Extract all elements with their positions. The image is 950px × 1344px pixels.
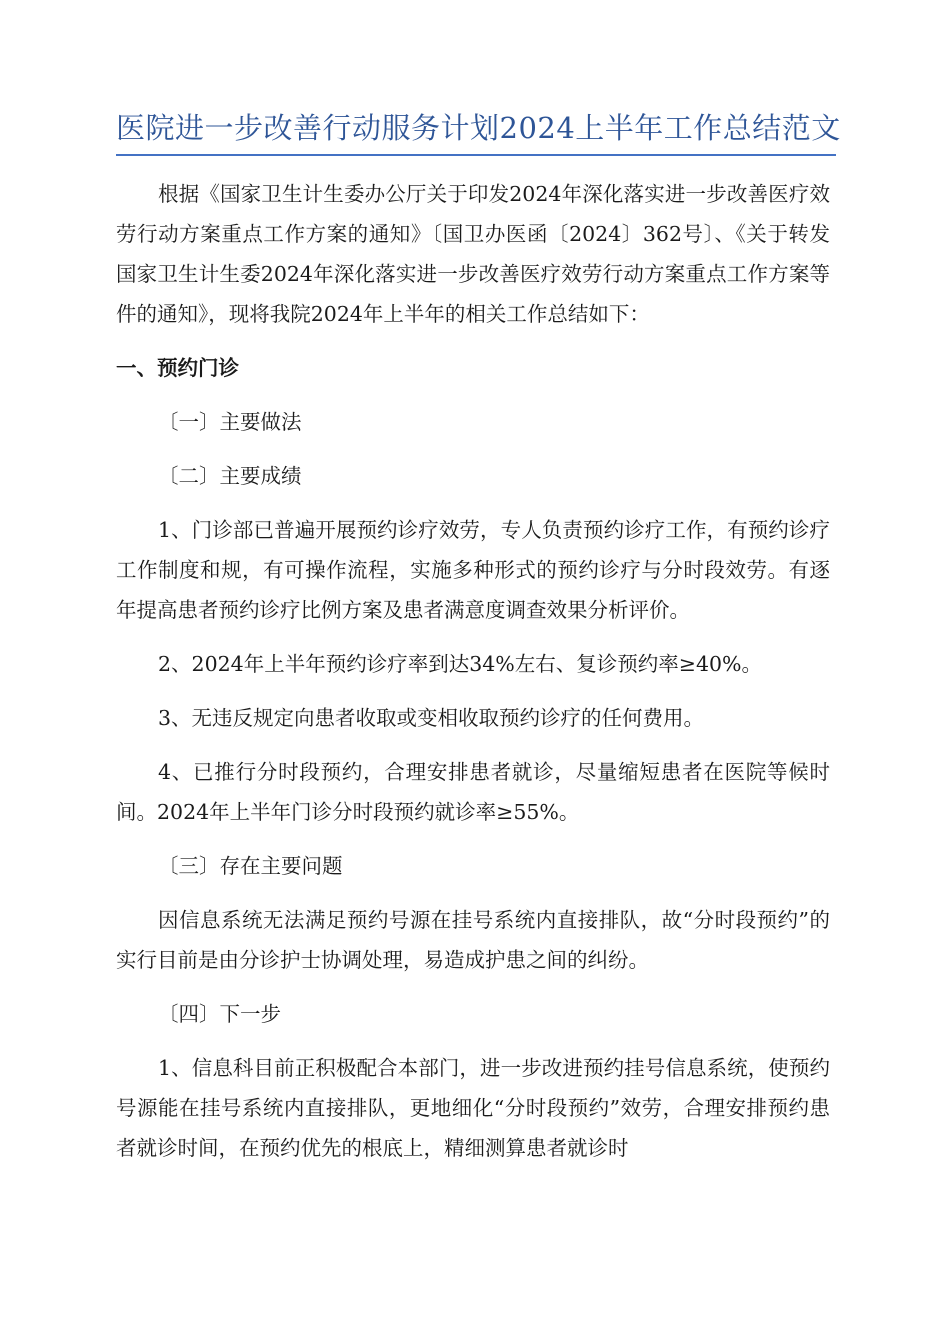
achievement-item-4: 4、已推行分时段预约，合理安排患者就诊，尽量缩短患者在医院等候时间。2024年上半年门诊分时段预约就诊率≥55%。 [116, 760, 830, 824]
subheading-next-steps: 〔四〕下一步 [158, 1002, 281, 1026]
document-body [116, 174, 830, 1168]
section-heading: 一、预约门诊 [116, 356, 239, 380]
title-block [116, 108, 841, 156]
subheading-practices: 〔一〕主要做法 [158, 410, 302, 434]
subheading-achievements: 〔二〕主要成绩 [158, 464, 302, 488]
problem-paragraph: 因信息系统无法满足预约号源在挂号系统内直接排队，故“分时段预约”的实行目前是由分诊护士协调处理，易造成护患之间的纠纷。 [116, 908, 830, 972]
document-title: 医院进一步改善行动服务计划2024上半年工作总结范文 [116, 111, 841, 145]
achievement-item-2: 2、2024年上半年预约诊疗率到达34%左右、复诊预约率≥40%。 [158, 652, 763, 676]
achievement-item-1: 1、门诊部已普遍开展预约诊疗效劳，专人负责预约诊疗工作，有预约诊疗工作制度和规，有可操作流程，实施多种形式的预约诊疗与分时段效劳。有逐年提高患者预约诊疗比例方案及患者满意度调查效果分析评价。 [116, 518, 830, 622]
next-step-item-1: 1、信息科目前正积极配合本部门，进一步改进预约挂号信息系统，使预约号源能在挂号系统内直接排队，更地细化“分时段预约”效劳，合理安排预约患者就诊时间，在预约优先的根底上，精细测算患者就诊时 [116, 1056, 830, 1160]
achievement-item-3: 3、无违反规定向患者收取或变相收取预约诊疗的任何费用。 [158, 706, 705, 730]
subheading-problems: 〔三〕存在主要问题 [158, 854, 343, 878]
intro-paragraph: 根据《国家卫生计生委办公厅关于印发2024年深化落实进一步改善医疗效劳行动方案重点工作方案的通知》〔国卫办医函〔2024〕362号〕、《关于转发国家卫生计生委2024年深化落实进一步改善医疗效劳行动方案重点工作方案等件的通知》，现将我院2024年上半年的相关工作总结如下： [116, 182, 830, 326]
